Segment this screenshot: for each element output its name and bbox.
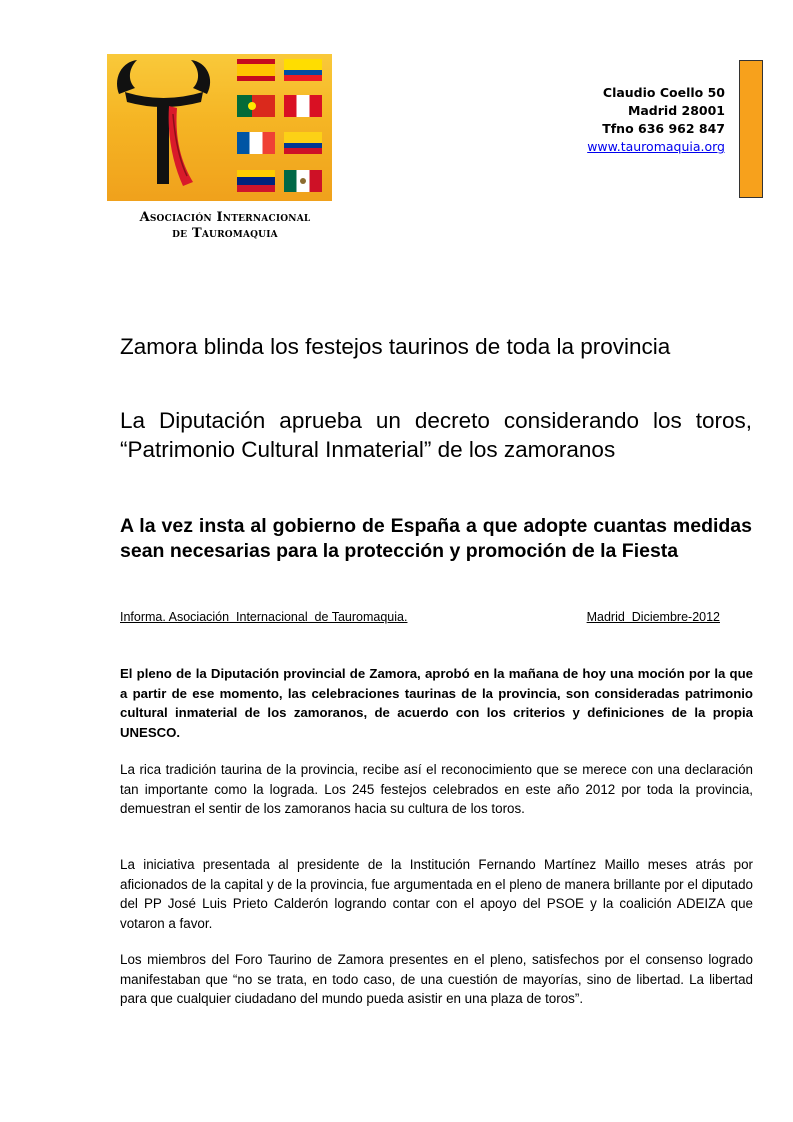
headline-subtitle: La Diputación aprueba un decreto considerando los toros, “Patrimonio Cultural Inmaterial” de los zamoranos [120,408,752,462]
venezuela-flag-icon [237,170,275,192]
contact-city: Madrid 28001 [627,103,725,118]
contact-block [587,84,725,156]
orange-side-tab [739,60,763,198]
france-flag-icon [237,132,275,154]
headline-deck: A la vez insta al gobierno de España a que adopte cuantas medidas sean necesarias para la protección y promoción de la Fiesta [120,515,752,562]
body-paragraph-3: Los miembros del Foro Taurino de Zamora presentes en el pleno, satisfechos por el consenso logrado manifestaban que “no se trata, en todo caso, de una cuestión de mayorías, sino de libertad. La libertad para que cualquier ciudadano del mundo pueda asistir en una plaza de toros”. [120,952,753,1006]
contact-street: Claudio Coello 50 [602,85,725,100]
portugal-flag-icon [237,95,275,117]
lead-paragraph: El pleno de la Diputación provincial de Zamora, aprobó en la mañana de hoy una moción por la que a partir de ese momento, las celebraciones taurinas de la provincia, son consideradas patrimonio cultural inmaterial de los zamoranos, de acuerdo con los criterios y definiciones de la propia UNESCO. [120,666,753,740]
contact-phone: Tfno 636 962 847 [602,121,725,136]
headline-title: Zamora blinda los festejos taurinos de toda la provincia [120,334,671,359]
spain-flag-icon [237,59,275,81]
association-name-line1: Asociación Internacional [139,210,311,225]
colombia-flag-icon [284,132,322,154]
ecuador-flag-icon [284,59,322,81]
association-name-line2: de Tauromaquia [172,226,278,241]
association-name [90,210,360,242]
body-paragraph-1: La rica tradición taurina de la provincia, recibe así el reconocimiento que se merece con una declaración tan importante como la lograda. Los 245 festejos celebrados en este año 2012 por toda la provincia, demuestran el sentir de los zamoranos hacia su cultura de los toros. [120,762,753,816]
byline-date: Madrid Diciembre-2012 [586,610,720,624]
association-logo [107,54,332,201]
byline [120,610,720,628]
website-link[interactable]: www.tauromaquia.org [587,139,725,154]
byline-source: Informa. Asociación Internacional de Tauromaquia. [120,610,408,624]
mexico-flag-icon [284,170,322,192]
body-paragraph-2: La iniciativa presentada al presidente de la Institución Fernando Martínez Maillo meses atrás por aficionados de la capital y de la provincia, fue argumentada en el pleno de manera brillante por el diputado del PP José Luis Prieto Calderón logrando contar con el apoyo del PSOE y la coalición ADEIZA que votaron a favor. [120,857,753,931]
peru-flag-icon [284,95,322,117]
